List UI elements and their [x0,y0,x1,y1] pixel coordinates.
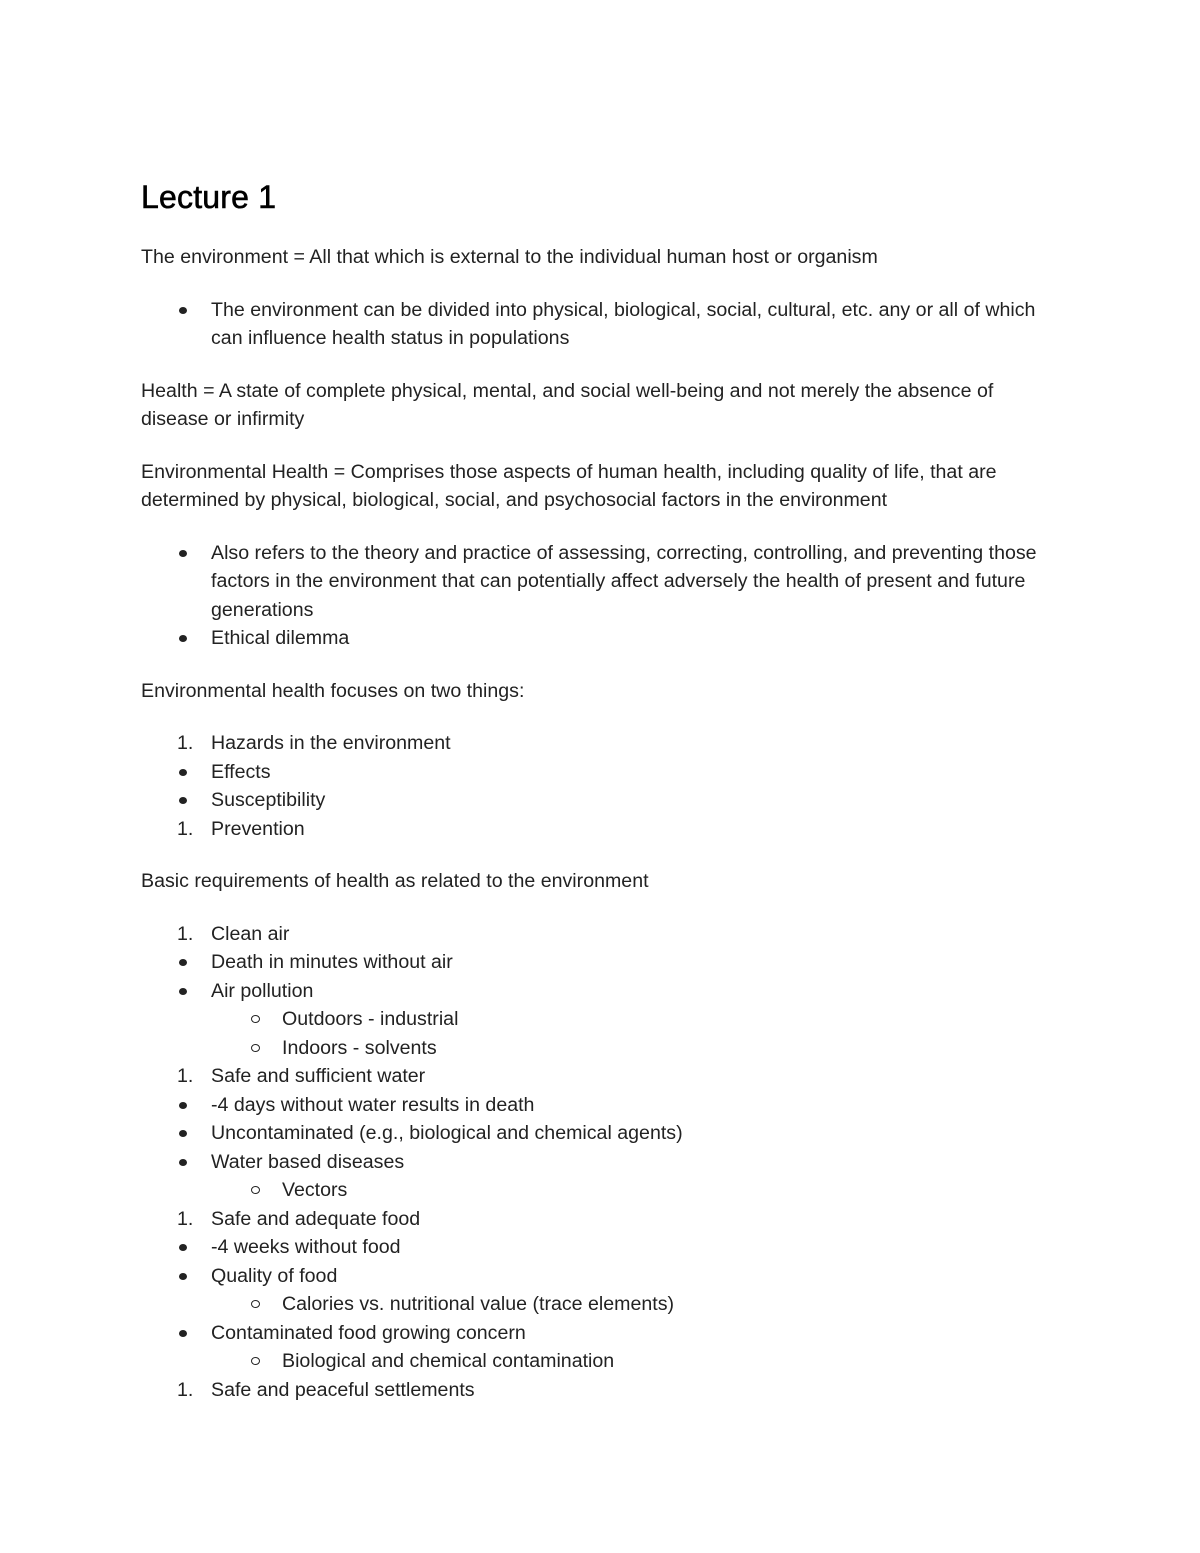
list-item [141,1005,1066,1034]
list-number: 1. [177,922,194,945]
list-item-text: Outdoors - industrial [282,1008,459,1030]
list-item-text: -4 weeks without food [211,1236,401,1258]
list-item [141,1148,1066,1177]
list-item [141,1290,1066,1319]
list-item [141,977,1066,1006]
list-number: 1. [177,1378,194,1401]
list-item [141,1176,1066,1205]
basic-requirements-list [141,920,1066,1405]
list-item-text: Quality of food [211,1264,338,1287]
list-number: 1. [177,817,194,840]
focus-list [141,729,1066,843]
list-item-text: Susceptibility [211,789,326,811]
list-item [141,1347,1066,1376]
list-item: Ethical dilemma [211,627,350,649]
list-item [141,1034,1066,1063]
list-item-text: Clean air [211,922,290,945]
list-item-text: -4 days without water results in death [211,1093,535,1116]
list-item-text: Hazards in the environment [211,732,451,754]
list-item [141,729,1066,758]
environment-bullet-list [141,296,1066,353]
document-page [141,176,1066,1404]
list-item-text: Air pollution [211,979,314,1002]
list-number: 1. [177,1065,194,1087]
list-item-text: Contaminated food growing concern [211,1321,526,1344]
list-item-text: Prevention [211,817,305,840]
list-item [141,758,1066,787]
list-item-text: Effects [211,760,271,783]
list-item-text: Death in minutes without air [211,951,453,973]
list-item-text: Safe and adequate food [211,1207,421,1230]
list-item [141,815,1066,844]
definition-environmental-health: Environmental Health = Comprises those aspects of human health, including quality of life, that are determined by physical, biological, social, and psychosocial factors in the environment [141,460,997,511]
list-item-text: Uncontaminated (e.g., biological and chemical agents) [211,1122,683,1144]
list-number: 1. [177,1207,194,1230]
list-item-text: Water based diseases [211,1150,405,1173]
definition-environment: The environment = All that which is external to the individual human host or organism [141,246,878,268]
list-item-text: Calories vs. nutritional value (trace elements) [282,1293,675,1315]
list-item [141,1376,1066,1405]
list-item [141,786,1066,815]
list-number: 1. [177,732,194,754]
list-item [141,1062,1066,1091]
list-item [141,1233,1066,1262]
list-item-text: Indoors - solvents [282,1036,437,1059]
list-item [141,1205,1066,1234]
list-item [141,1319,1066,1348]
basic-requirements-intro: Basic requirements of health as related to the environment [141,870,649,892]
definition-health: Health = A state of complete physical, mental, and social well-being and not merely the absence of disease or infirmity [141,379,994,430]
list-item-text: Biological and chemical contamination [282,1350,615,1372]
list-item [141,1119,1066,1148]
list-item [141,1262,1066,1291]
list-item [141,948,1066,977]
list-item [141,1091,1066,1120]
list-item-text: Vectors [282,1179,348,1201]
list-item-text: Safe and peaceful settlements [211,1378,475,1401]
list-item: The environment can be divided into physical, biological, social, cultural, etc. any or all of which can influence health status in populations [211,298,1036,349]
list-item-text: Safe and sufficient water [211,1065,426,1087]
environmental-health-bullet-list [141,539,1066,653]
page-title: Lecture 1 [141,179,277,215]
focus-intro: Environmental health focuses on two things: [141,679,525,702]
list-item [141,920,1066,949]
list-item: Also refers to the theory and practice of assessing, correcting, controlling, and preventing those factors in the environment that can potentially affect adversely the health of present and future generations [211,541,1037,621]
